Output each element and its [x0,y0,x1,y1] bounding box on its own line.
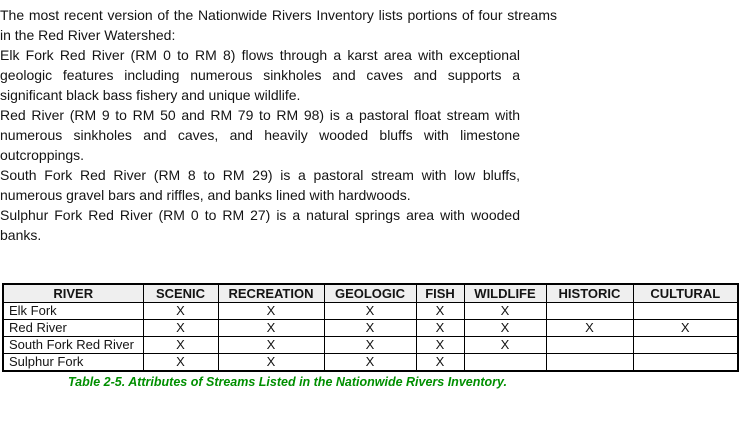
attribute-cell [633,354,738,372]
attribute-cell [633,337,738,354]
attribute-cell: X [218,337,324,354]
column-header-fish: FISH [416,284,464,303]
attribute-cell: X [324,303,416,320]
attribute-cell: X [464,320,546,337]
rivers-attributes-table [2,283,739,372]
attribute-cell: X [324,320,416,337]
column-header-recreation: RECREATION [218,284,324,303]
attribute-cell: X [546,320,633,337]
river-name-cell: Elk Fork [3,303,143,320]
attribute-cell: X [416,337,464,354]
river-name-cell: Sulphur Fork [3,354,143,372]
table-row-elk-fork [3,303,738,320]
column-header-cultural: CULTURAL [633,284,738,303]
column-header-geologic: GEOLOGIC [324,284,416,303]
attribute-cell: X [324,337,416,354]
attribute-cell: X [416,303,464,320]
attribute-cell [546,354,633,372]
attribute-cell: X [218,354,324,372]
attribute-cell: X [464,303,546,320]
attribute-cell: X [464,337,546,354]
table-row-south-fork [3,337,738,354]
column-header-scenic: SCENIC [143,284,218,303]
column-header-wildlife: WILDLIFE [464,284,546,303]
table-header-row [3,284,738,303]
stream-paragraph-south-fork: South Fork Red River (RM 8 to RM 29) is a pastoral stream with low bluffs, numerous gravel bars and riffles, and banks lined with hardwoods. [0,167,520,203]
attribute-cell: X [143,354,218,372]
attribute-cell: X [143,303,218,320]
column-header-historic: HISTORIC [546,284,633,303]
intro-paragraph: The most recent version of the Nationwide Rivers Inventory lists portions of four streams in the Red River Watershed: [0,7,557,43]
stream-paragraph-sulphur-fork: Sulphur Fork Red River (RM 0 to RM 27) is a natural springs area with wooded banks. [0,207,520,243]
table-row-red-river [3,320,738,337]
attribute-cell: X [143,337,218,354]
river-name-cell: South Fork Red River [3,337,143,354]
attribute-cell [633,303,738,320]
attribute-cell: X [416,354,464,372]
attribute-cell: X [143,320,218,337]
attribute-cell: X [218,303,324,320]
column-header-river: RIVER [3,284,143,303]
attribute-cell: X [416,320,464,337]
attribute-cell: X [324,354,416,372]
stream-paragraph-red-river: Red River (RM 9 to RM 50 and RM 79 to RM 98) is a pastoral float stream with numerous sinkholes and caves, and heavily wooded bluffs with limestone outcroppings. [0,107,520,163]
stream-paragraph-elk-fork: Elk Fork Red River (RM 0 to RM 8) flows through a karst area with exceptional geologic features including numerous sinkholes and caves and supports a significant black bass fishery and unique wildlife. [0,47,520,103]
attribute-cell [546,337,633,354]
river-name-cell: Red River [3,320,143,337]
table-row-sulphur-fork [3,354,738,372]
attribute-cell [464,354,546,372]
attribute-cell: X [218,320,324,337]
attribute-cell: X [633,320,738,337]
table-caption: Table 2-5. Attributes of Streams Listed in the Nationwide Rivers Inventory. [68,375,507,389]
attribute-cell [546,303,633,320]
